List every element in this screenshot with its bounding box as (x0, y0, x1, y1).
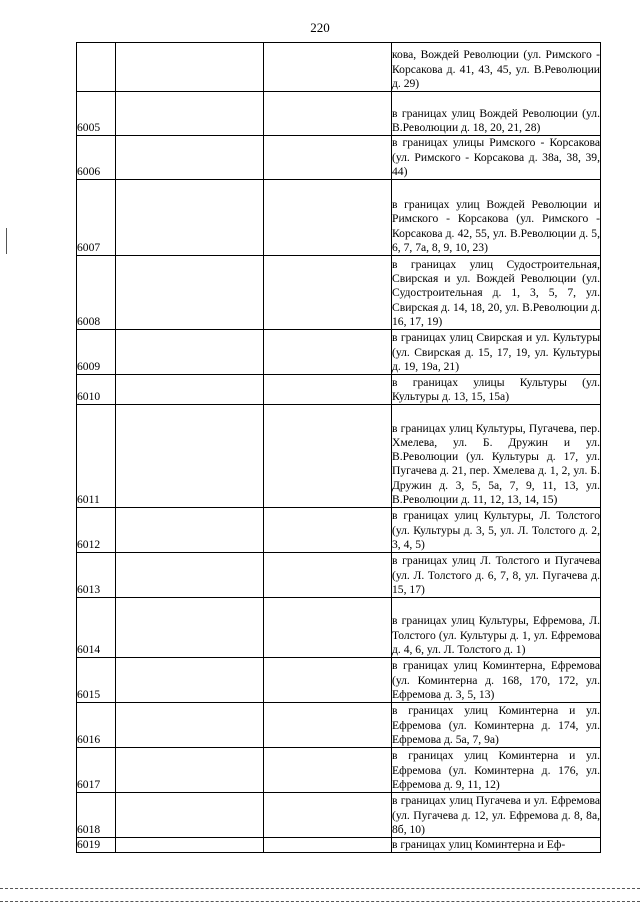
empty-cell (264, 748, 392, 793)
empty-cell (116, 838, 264, 853)
empty-cell (116, 703, 264, 748)
empty-cell (116, 793, 264, 838)
station-number: 6016 (77, 703, 116, 748)
empty-cell (116, 405, 264, 508)
empty-cell (116, 598, 264, 658)
scan-line (0, 901, 640, 903)
station-number: 6019 (77, 838, 116, 853)
empty-cell (264, 256, 392, 330)
empty-cell (264, 180, 392, 256)
empty-cell (264, 793, 392, 838)
table-row (77, 330, 601, 375)
station-number: 6012 (77, 508, 116, 553)
empty-cell (264, 508, 392, 553)
empty-cell (264, 553, 392, 598)
table-row (77, 553, 601, 598)
table-row (77, 703, 601, 748)
empty-cell (264, 598, 392, 658)
boundary-description: в границах улиц Коминтерна и Еф- (392, 838, 601, 853)
empty-cell (264, 658, 392, 703)
boundary-description: в границах улиц Вождей Революции (ул. В.Революции д. 18, 20, 21, 28) (392, 92, 601, 136)
station-number: 6018 (77, 793, 116, 838)
table-row (77, 793, 601, 838)
boundary-description: в границах улиц Вождей Революции и Римского - Корсакова (ул. Римского - Корсакова д. 42, 55, ул. В.Революции д. 5, 6, 7, 7а, 8, 9, 10, 23) (392, 180, 601, 256)
empty-cell (116, 330, 264, 375)
station-number (77, 43, 116, 92)
empty-cell (116, 553, 264, 598)
boundary-description: кова, Вождей Революции (ул. Римского - Корсакова д. 41, 43, 45, ул. В.Революции д. 29) (392, 43, 601, 92)
empty-cell (264, 703, 392, 748)
empty-cell (116, 658, 264, 703)
polling-stations-table (76, 42, 601, 853)
boundary-description: в границах улиц Судостроительная, Свирская и ул. Вождей Революции (ул. Судостроительная д. 1, 3, 5, 7, ул. Свирская д. 14, 18, 20, ул. В.Революции д. 16, 17, 19) (392, 256, 601, 330)
empty-cell (116, 136, 264, 180)
boundary-description: в границах улиц Коминтерна, Ефремова (ул. Коминтерна д. 168, 170, 172, ул. Ефремова д. 3, 5, 13) (392, 659, 600, 701)
table-row (77, 43, 601, 92)
station-number: 6006 (77, 136, 116, 180)
table-row (77, 136, 601, 180)
table-row (77, 92, 601, 136)
boundary-description: в границах улиц Л. Толстого и Пугачева (ул. Л. Толстого д. 6, 7, 8, ул. Пугачева д. 15, 17) (392, 554, 600, 596)
station-number: 6010 (77, 375, 116, 405)
table-row (77, 508, 601, 553)
empty-cell (264, 838, 392, 853)
empty-cell (116, 180, 264, 256)
station-number: 6017 (77, 748, 116, 793)
empty-cell (264, 375, 392, 405)
boundary-description: в границах улицы Культуры (ул. Культуры д. 13, 15, 15а) (392, 375, 600, 403)
table-row (77, 598, 601, 658)
boundary-description: в границах улиц Коминтерна и ул. Ефремова (ул. Коминтерна д. 176, ул. Ефремова д. 9, 11, 12) (392, 749, 600, 791)
station-number: 6008 (77, 256, 116, 330)
table-row (77, 256, 601, 330)
page-number: 220 (310, 20, 330, 35)
station-number: 6011 (77, 405, 116, 508)
empty-cell (264, 43, 392, 92)
boundary-description: в границах улиц Коминтерна и ул. Ефремова (ул. Коминтерна д. 174, ул. Ефремова д. 5а, 7, 9а) (392, 704, 600, 746)
empty-cell (264, 92, 392, 136)
empty-cell (116, 92, 264, 136)
station-number: 6014 (77, 598, 116, 658)
table-row (77, 375, 601, 405)
station-number: 6009 (77, 330, 116, 375)
boundary-description: в границах улиц Пугачева и ул. Ефремова (ул. Пугачева д. 12, ул. Ефремова д. 8, 8а, 8б, 10) (392, 794, 600, 836)
empty-cell (264, 405, 392, 508)
empty-cell (116, 748, 264, 793)
empty-cell (116, 43, 264, 92)
scan-line (0, 888, 640, 890)
empty-cell (116, 375, 264, 405)
table-row (77, 405, 601, 508)
station-number: 6007 (77, 180, 116, 256)
boundary-description: в границах улиц Культуры, Пугачева, пер. Хмелева, ул. Б. Дружин и ул. В.Революции (ул. Культуры д. 17, ул. Пугачева д. 21, пер. Хмелева д. 1, 2, ул. Б. Дружин д. 3, 5, 5а, 7, 9, 11, 13, ул. В.Революции д. 11, 12, 13, 14, 15) (392, 405, 601, 508)
boundary-description: в границах улицы Римского - Корсакова (ул. Римского - Корсакова д. 38а, 38, 39, 44) (392, 136, 600, 178)
table-row (77, 748, 601, 793)
station-number: 6013 (77, 553, 116, 598)
boundary-description: в границах улиц Свирская и ул. Культуры (ул. Свирская д. 15, 17, 19, ул. Культуры д. 19, 19а, 21) (392, 331, 600, 373)
empty-cell (116, 508, 264, 553)
table-row (77, 658, 601, 703)
boundary-description: в границах улиц Культуры, Ефремова, Л. Толстого (ул. Культуры д. 1, ул. Ефремова д. 4, 6, ул. Л. Толстого д. 1) (392, 598, 601, 658)
boundary-description: в границах улиц Культуры, Л. Толстого (ул. Культуры д. 3, 5, ул. Л. Толстого д. 2, 3, 4, 5) (392, 509, 600, 551)
scan-mark (6, 228, 7, 254)
table-row (77, 838, 601, 853)
table-row (77, 180, 601, 256)
station-number: 6005 (77, 92, 116, 136)
empty-cell (264, 330, 392, 375)
empty-cell (264, 136, 392, 180)
empty-cell (116, 256, 264, 330)
station-number: 6015 (77, 658, 116, 703)
